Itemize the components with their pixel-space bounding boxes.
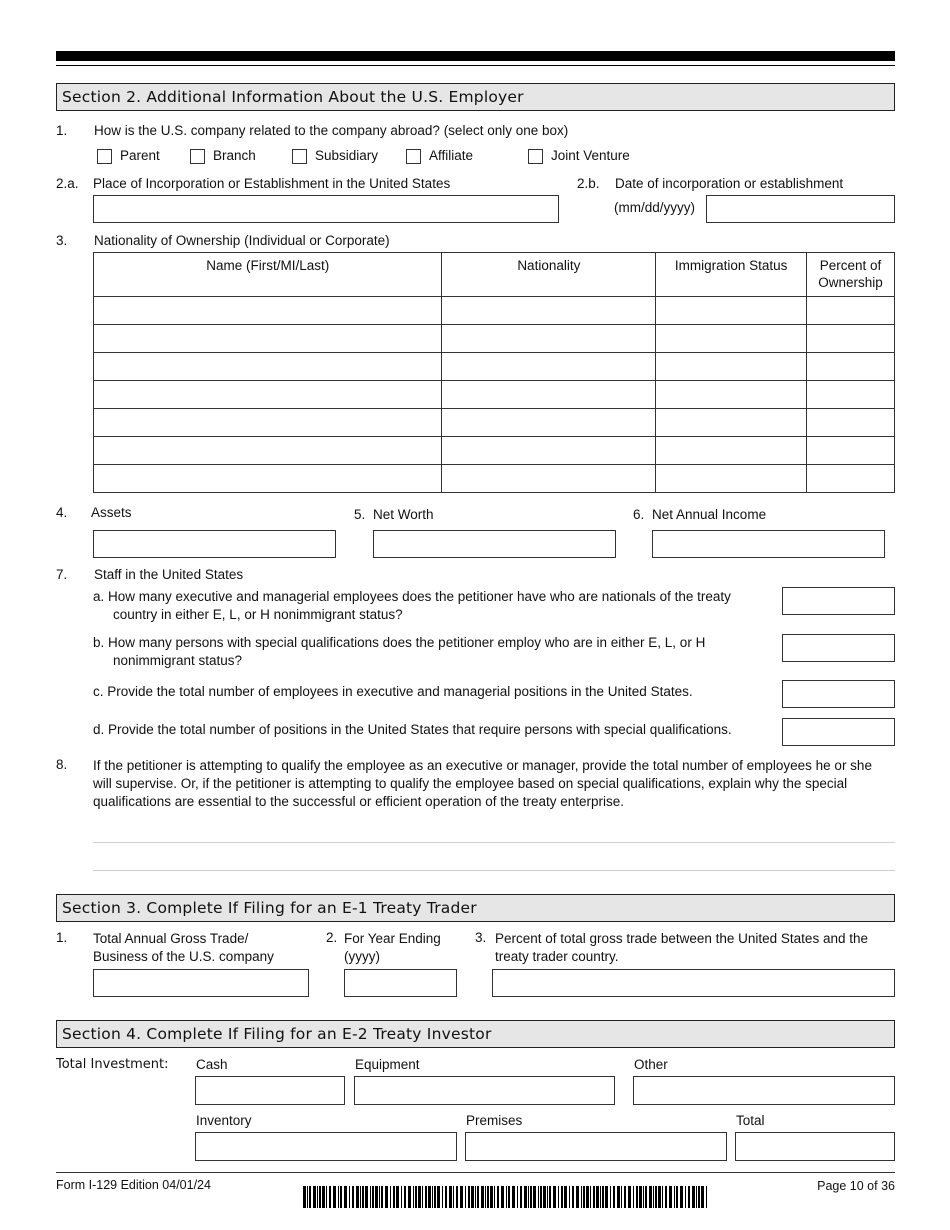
q8-answer-line-2[interactable] xyxy=(93,870,895,871)
name-cell[interactable] xyxy=(94,465,442,493)
immigration-status-cell[interactable] xyxy=(656,297,807,325)
incorporation-date-input[interactable] xyxy=(706,195,895,223)
barcode-bar xyxy=(533,1186,536,1208)
q7-number: 7. xyxy=(56,567,68,582)
barcode-bar xyxy=(543,1186,546,1208)
barcode-bar xyxy=(676,1186,678,1208)
other-input[interactable] xyxy=(633,1076,895,1105)
q4-number: 4. xyxy=(56,505,68,520)
barcode-bar xyxy=(701,1186,704,1208)
nationality-cell[interactable] xyxy=(442,325,656,353)
q2a-number: 2.a. xyxy=(56,176,79,191)
barcode-bar xyxy=(617,1186,620,1208)
joint-venture-checkbox[interactable] xyxy=(528,149,543,164)
barcode-bar xyxy=(437,1186,440,1208)
barcode-bar xyxy=(520,1186,522,1208)
barcode-bar xyxy=(471,1186,474,1208)
barcode-bar xyxy=(349,1186,350,1208)
barcode-bar xyxy=(442,1186,443,1208)
q8-number: 8. xyxy=(56,757,68,772)
barcode-bar xyxy=(624,1186,626,1208)
year-ending-input[interactable] xyxy=(344,969,457,997)
q7a-text xyxy=(93,588,773,624)
nationality-cell[interactable] xyxy=(442,409,656,437)
q6-number: 6. xyxy=(633,507,645,522)
percent-cell[interactable] xyxy=(807,353,895,381)
table-row xyxy=(94,437,895,465)
barcode-bar xyxy=(490,1186,493,1208)
barcode-bar xyxy=(468,1186,470,1208)
table-row xyxy=(94,381,895,409)
barcode-bar xyxy=(528,1186,529,1208)
barcode-bar xyxy=(538,1186,539,1208)
q3-label: Nationality of Ownership (Individual or Corporate) xyxy=(94,233,390,248)
section-2-header: Section 2. Additional Information About the U.S. Employer xyxy=(56,83,895,111)
assets-input[interactable] xyxy=(93,530,336,558)
barcode-bar xyxy=(465,1186,466,1208)
percent-cell[interactable] xyxy=(807,437,895,465)
branch-checkbox[interactable] xyxy=(190,149,205,164)
barcode-bar xyxy=(524,1186,527,1208)
barcode-bar xyxy=(418,1186,421,1208)
table-row xyxy=(94,353,895,381)
barcode-bar xyxy=(445,1186,447,1208)
barcode-bar xyxy=(307,1186,308,1208)
barcode-bar xyxy=(415,1186,417,1208)
barcode-bar xyxy=(319,1186,321,1208)
subsidiary-label: Subsidiary xyxy=(315,148,379,163)
barcode-bar xyxy=(401,1186,402,1208)
barcode-bar xyxy=(512,1186,515,1208)
s3-q3-label: Percent of total gross trade between the United States and the treaty trader country. xyxy=(495,931,868,964)
column-header-nationality: Nationality xyxy=(442,253,656,297)
barcode-bar xyxy=(352,1186,354,1208)
q3-number: 3. xyxy=(56,233,68,248)
barcode-bar xyxy=(674,1186,675,1208)
barcode-bar xyxy=(477,1186,479,1208)
barcode-bar xyxy=(485,1186,486,1208)
inventory-label: Inventory xyxy=(196,1113,252,1128)
barcode xyxy=(303,1186,713,1208)
barcode-bar xyxy=(475,1186,476,1208)
barcode-bar xyxy=(317,1186,318,1208)
footer-rule xyxy=(56,1172,895,1173)
q2b-number: 2.b. xyxy=(577,176,600,191)
nationality-cell[interactable] xyxy=(442,437,656,465)
barcode-bar xyxy=(628,1186,631,1208)
inventory-input[interactable] xyxy=(195,1132,457,1161)
q7b-input[interactable] xyxy=(782,634,895,662)
parent-label: Parent xyxy=(120,148,160,163)
premises-input[interactable] xyxy=(465,1132,727,1161)
barcode-bar xyxy=(621,1186,622,1208)
s3-q2-number: 2. xyxy=(326,930,338,945)
table-row xyxy=(94,409,895,437)
barcode-bar xyxy=(572,1186,574,1208)
q2b-label: Date of incorporation or establishment xyxy=(615,176,844,191)
barcode-bar xyxy=(434,1186,436,1208)
q8-text: If the petitioner is attempting to qualify the employee as an executive or manager, provide the total number of employees he or she will supervise. Or, if the petitioner is attempting to qualify the employee based on special qualifications, explain why the special qualifications are essential to the successful or efficient operation of the treaty enterprise. xyxy=(93,758,872,809)
barcode-bar xyxy=(309,1186,311,1208)
percent-cell[interactable] xyxy=(807,465,895,493)
percent-cell[interactable] xyxy=(807,297,895,325)
top-thin-rule xyxy=(56,65,895,66)
name-cell[interactable] xyxy=(94,325,442,353)
barcode-bar xyxy=(313,1186,316,1208)
barcode-bar xyxy=(636,1186,638,1208)
barcode-bar xyxy=(639,1186,642,1208)
place-of-incorporation-input[interactable] xyxy=(93,195,559,223)
barcode-bar xyxy=(540,1186,542,1208)
nationality-cell[interactable] xyxy=(442,465,656,493)
premises-label: Premises xyxy=(466,1113,523,1128)
q2b-date-format: (mm/dd/yyyy) xyxy=(614,200,695,215)
table-row xyxy=(94,325,895,353)
barcode-bar xyxy=(553,1186,556,1208)
barcode-bar xyxy=(605,1186,608,1208)
barcode-bar xyxy=(596,1186,599,1208)
barcode-bar xyxy=(610,1186,611,1208)
barcode-bar xyxy=(481,1186,484,1208)
s3-q1-label: Total Annual Gross Trade/ Business of the U.S. company xyxy=(93,931,274,964)
barcode-bar xyxy=(688,1186,690,1208)
immigration-status-cell[interactable] xyxy=(656,437,807,465)
barcode-bar xyxy=(428,1186,431,1208)
total-investment-label: Total Investment: xyxy=(56,1057,169,1072)
ownership-table xyxy=(93,252,895,493)
barcode-bar xyxy=(506,1186,507,1208)
net-worth-input[interactable] xyxy=(373,530,616,558)
barcode-bar xyxy=(379,1186,380,1208)
immigration-status-cell[interactable] xyxy=(656,353,807,381)
other-label: Other xyxy=(634,1057,668,1072)
barcode-bar xyxy=(453,1186,454,1208)
barcode-bar xyxy=(649,1186,652,1208)
barcode-bar xyxy=(633,1186,634,1208)
cash-input[interactable] xyxy=(195,1076,345,1105)
barcode-bar xyxy=(356,1186,359,1208)
barcode-bar xyxy=(365,1186,368,1208)
barcode-bar xyxy=(665,1186,667,1208)
barcode-bar xyxy=(602,1186,604,1208)
barcode-bar xyxy=(449,1186,452,1208)
barcode-bar xyxy=(706,1186,707,1208)
gross-trade-input[interactable] xyxy=(93,969,309,997)
affiliate-label: Affiliate xyxy=(429,148,474,163)
name-cell[interactable] xyxy=(94,297,442,325)
name-cell[interactable] xyxy=(94,353,442,381)
equipment-label: Equipment xyxy=(355,1057,420,1072)
barcode-bar xyxy=(322,1186,325,1208)
barcode-bar xyxy=(561,1186,563,1208)
branch-label: Branch xyxy=(213,148,256,163)
barcode-bar xyxy=(653,1186,654,1208)
immigration-status-cell[interactable] xyxy=(656,325,807,353)
barcode-bar xyxy=(422,1186,423,1208)
affiliate-checkbox[interactable] xyxy=(406,149,421,164)
barcode-bar xyxy=(655,1186,657,1208)
barcode-bar xyxy=(497,1186,499,1208)
barcode-bar xyxy=(593,1186,595,1208)
barcode-bar xyxy=(576,1186,579,1208)
name-cell[interactable] xyxy=(94,437,442,465)
q7d-input[interactable] xyxy=(782,718,895,746)
barcode-bar xyxy=(508,1186,510,1208)
barcode-bar xyxy=(393,1186,395,1208)
name-cell[interactable] xyxy=(94,381,442,409)
barcode-bar xyxy=(362,1186,364,1208)
barcode-bar xyxy=(372,1186,374,1208)
q7c-label: c. Provide the total number of employees in executive and managerial positions in the United States. xyxy=(93,684,693,699)
barcode-bar xyxy=(669,1186,672,1208)
barcode-bar xyxy=(558,1186,559,1208)
q7c-input[interactable] xyxy=(782,680,895,708)
barcode-bar xyxy=(456,1186,458,1208)
table-row xyxy=(94,297,895,325)
barcode-bar xyxy=(408,1186,411,1208)
barcode-bar xyxy=(381,1186,383,1208)
q7d-label: d. Provide the total number of positions in the United States that require persons with special qualifications. xyxy=(93,722,732,737)
barcode-bar xyxy=(685,1186,686,1208)
column-header-name: Name (First/MI/Last) xyxy=(94,253,442,297)
barcode-bar xyxy=(643,1186,644,1208)
immigration-status-cell[interactable] xyxy=(656,465,807,493)
barcode-bar xyxy=(696,1186,697,1208)
s3-q3-number: 3. xyxy=(475,930,487,945)
form-edition: Form I-129 Edition 04/01/24 xyxy=(56,1178,211,1192)
nationality-cell[interactable] xyxy=(442,381,656,409)
parent-checkbox[interactable] xyxy=(97,149,112,164)
barcode-bar xyxy=(590,1186,591,1208)
q4-label: Assets xyxy=(91,505,132,520)
section-3-header: Section 3. Complete If Filing for an E-1 Treaty Trader xyxy=(56,894,895,922)
barcode-bar xyxy=(460,1186,463,1208)
barcode-bar xyxy=(698,1186,700,1208)
barcode-bar xyxy=(517,1186,518,1208)
cash-label: Cash xyxy=(196,1057,228,1072)
top-thick-rule xyxy=(56,51,895,61)
equipment-input[interactable] xyxy=(354,1076,615,1105)
barcode-bar xyxy=(333,1186,336,1208)
total-input[interactable] xyxy=(735,1132,895,1161)
barcode-bar xyxy=(547,1186,548,1208)
immigration-status-cell[interactable] xyxy=(656,381,807,409)
barcode-bar xyxy=(413,1186,414,1208)
section-4-header: Section 4. Complete If Filing for an E-2 Treaty Investor xyxy=(56,1020,895,1048)
q5-label: Net Worth xyxy=(373,507,434,522)
barcode-bar xyxy=(425,1186,427,1208)
s3-q2-label: For Year Ending (yyyy) xyxy=(344,931,441,964)
barcode-bar xyxy=(432,1186,433,1208)
barcode-bar xyxy=(692,1186,695,1208)
column-header-immigration-status: Immigration Status xyxy=(656,253,807,297)
barcode-bar xyxy=(494,1186,495,1208)
barcode-bar xyxy=(326,1186,327,1208)
barcode-bar xyxy=(613,1186,615,1208)
barcode-bar xyxy=(583,1186,585,1208)
barcode-bar xyxy=(658,1186,661,1208)
nationality-cell[interactable] xyxy=(442,353,656,381)
table-row xyxy=(94,465,895,493)
barcode-bar xyxy=(586,1186,589,1208)
barcode-bar xyxy=(662,1186,663,1208)
total-label: Total xyxy=(736,1113,765,1128)
barcode-bar xyxy=(303,1186,306,1208)
q7-label: Staff in the United States xyxy=(94,567,244,582)
barcode-bar xyxy=(549,1186,551,1208)
q1-question: How is the U.S. company related to the company abroad? (select only one box) xyxy=(94,123,569,138)
barcode-bar xyxy=(360,1186,361,1208)
column-header-percent-ownership: Percent of Ownership xyxy=(807,253,895,297)
barcode-bar xyxy=(564,1186,567,1208)
barcode-bar xyxy=(370,1186,371,1208)
barcode-bar xyxy=(569,1186,570,1208)
q6-label: Net Annual Income xyxy=(652,507,767,522)
barcode-bar xyxy=(338,1186,339,1208)
nationality-cell[interactable] xyxy=(442,297,656,325)
name-cell[interactable] xyxy=(94,409,442,437)
joint-venture-label: Joint Venture xyxy=(551,148,630,163)
q5-number: 5. xyxy=(354,507,366,522)
page-number: Page 10 of 36 xyxy=(817,1179,895,1193)
barcode-bar xyxy=(501,1186,504,1208)
q7b-label: b. How many persons with special qualifications does the petitioner employ who are in either E, L, or H nonimmigrant status? xyxy=(93,635,706,668)
barcode-bar xyxy=(340,1186,342,1208)
barcode-bar xyxy=(396,1186,399,1208)
q7a-input[interactable] xyxy=(782,587,895,615)
percent-cell[interactable] xyxy=(807,381,895,409)
s3-q1-number: 1. xyxy=(56,930,68,945)
barcode-bar xyxy=(329,1186,331,1208)
subsidiary-checkbox[interactable] xyxy=(292,149,307,164)
percent-cell[interactable] xyxy=(807,325,895,353)
immigration-status-cell[interactable] xyxy=(656,409,807,437)
barcode-bar xyxy=(645,1186,647,1208)
percent-cell[interactable] xyxy=(807,409,895,437)
barcode-bar xyxy=(404,1186,406,1208)
q7b-text xyxy=(93,634,753,670)
barcode-bar xyxy=(600,1186,601,1208)
barcode-bar xyxy=(581,1186,582,1208)
barcode-bar xyxy=(390,1186,391,1208)
net-annual-income-input[interactable] xyxy=(652,530,885,558)
barcode-bar xyxy=(680,1186,683,1208)
q2a-label: Place of Incorporation or Establishment in the United States xyxy=(93,176,451,191)
barcode-bar xyxy=(487,1186,489,1208)
barcode-bar xyxy=(375,1186,378,1208)
q1-number: 1. xyxy=(56,123,68,138)
barcode-bar xyxy=(530,1186,532,1208)
percent-gross-trade-input[interactable] xyxy=(492,969,895,997)
barcode-bar xyxy=(385,1186,388,1208)
q7a-label: a. How many executive and managerial employees does the petitioner have who are nationals of the treaty country in either E, L, or H nonimmigrant status? xyxy=(93,589,731,622)
barcode-bar xyxy=(344,1186,347,1208)
q8-answer-line-1[interactable] xyxy=(93,842,895,843)
